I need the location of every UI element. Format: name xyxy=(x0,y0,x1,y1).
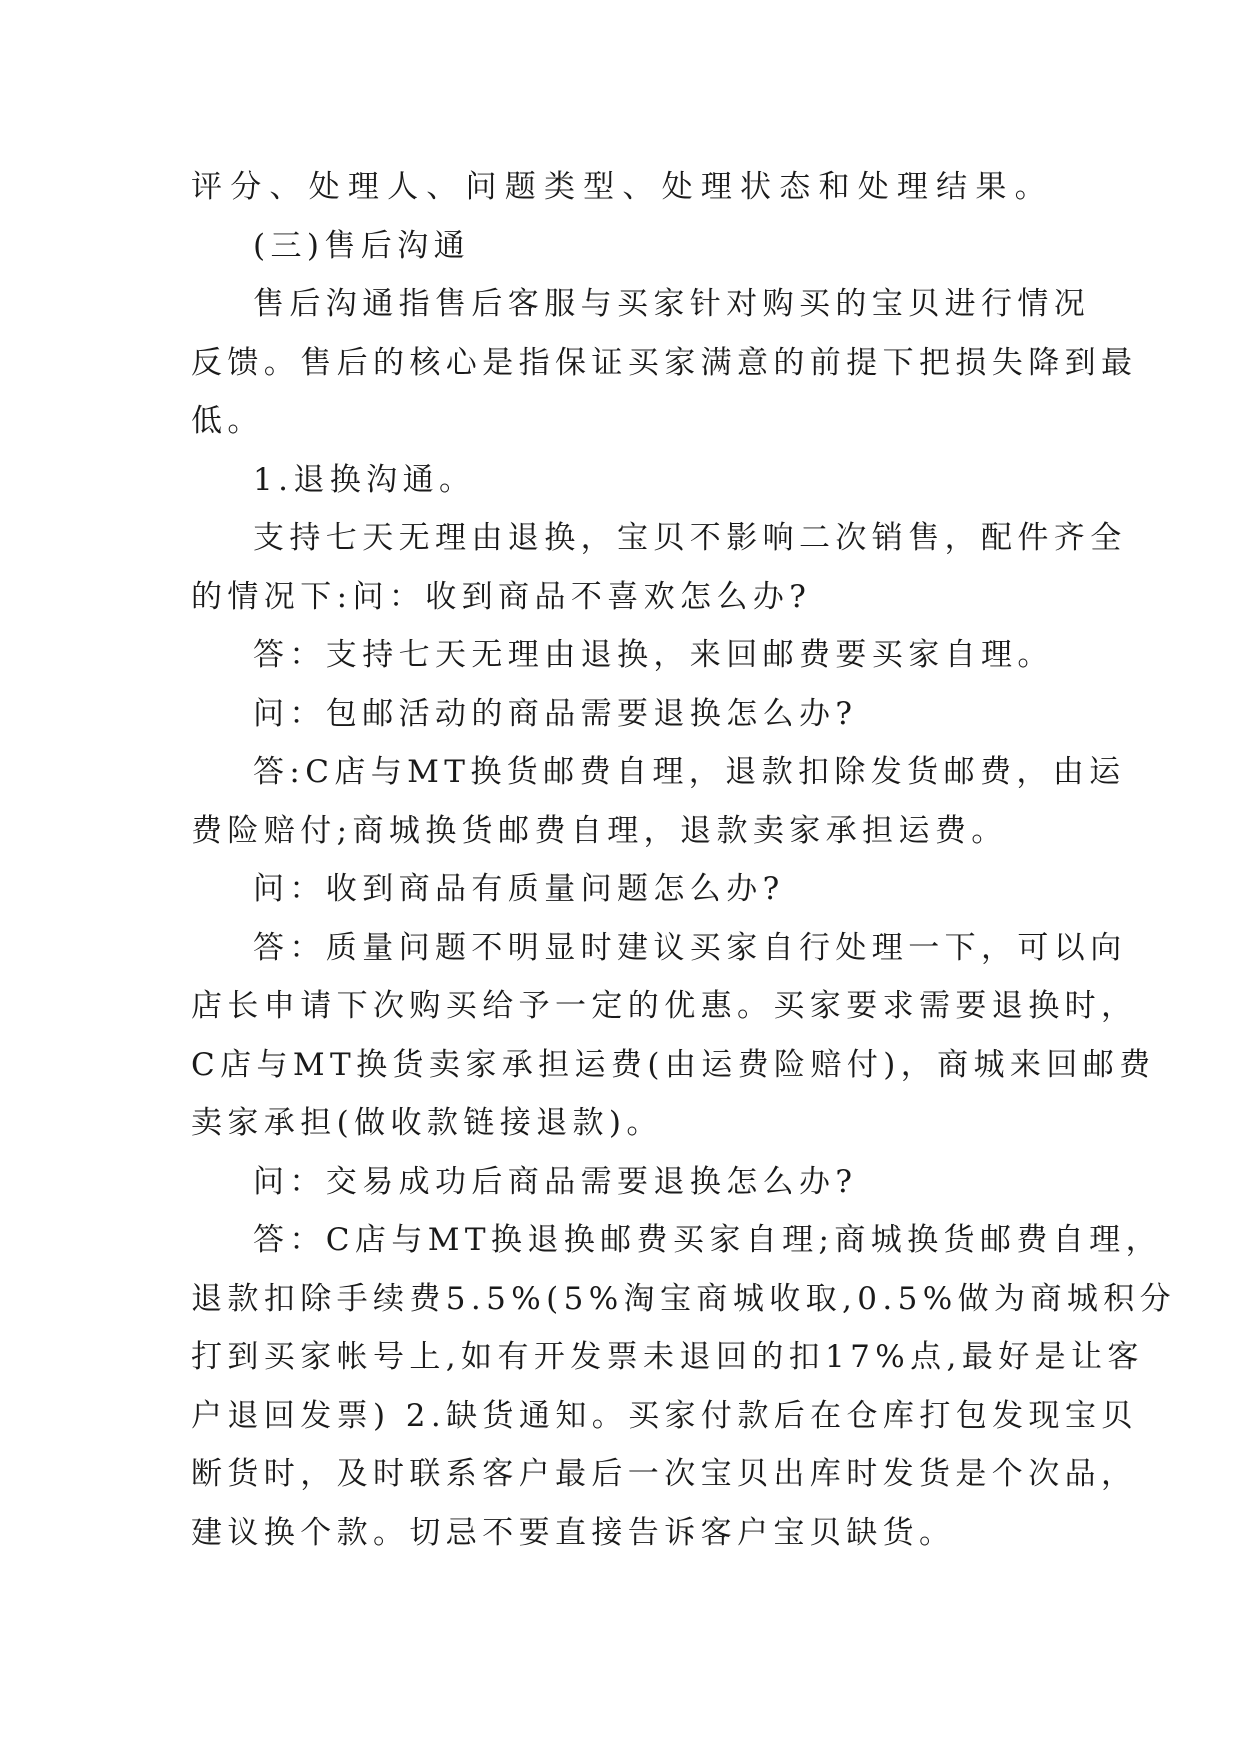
paragraph-line: 售后沟通指售后客服与买家针对购买的宝贝进行情况 xyxy=(253,286,1091,322)
answer-line: 答：C店与MT换退换邮费买家自理;商城换货邮费自理， xyxy=(253,1222,1162,1258)
paragraph-line: 断货时，及时联系客户最后一次宝贝出库时发货是个次品， xyxy=(191,1456,1138,1492)
answer-line: 卖家承担(做收款链接退款)。 xyxy=(191,1105,663,1141)
section-heading: (三)售后沟通 xyxy=(253,227,470,264)
paragraph-line: 建议换个款。切忌不要直接告诉客户宝贝缺货。 xyxy=(191,1514,956,1551)
document-body xyxy=(191,158,1177,1562)
answer-line: 答：质量问题不明显时建议买家自行处理一下，可以向 xyxy=(253,929,1127,966)
paragraph-line: 反馈。售后的核心是指保证买家满意的前提下把损失降到最 xyxy=(191,344,1138,381)
question-line: 问：收到商品有质量问题怎么办? xyxy=(253,871,785,907)
paragraph-line: 户退回发票) 2.缺货通知。买家付款后在仓库打包发现宝贝 xyxy=(191,1397,1138,1434)
answer-line: 费险赔付;商城换货邮费自理，退款卖家承担运费。 xyxy=(191,812,1008,849)
question-line: 问：包邮活动的商品需要退换怎么办? xyxy=(253,695,858,732)
answer-line: C店与MT换货卖家承担运费(由运费险赔付)，商城来回邮费 xyxy=(191,1046,1156,1083)
paragraph-line: 评分、处理人、问题类型、处理状态和处理结果。 xyxy=(191,169,1051,205)
paragraph-line: 的情况下:问：收到商品不喜欢怎么办? xyxy=(191,578,812,615)
paragraph-line: 支持七天无理由退换，宝贝不影响二次销售，配件齐全 xyxy=(253,520,1127,556)
answer-line: 打到买家帐号上,如有开发票未退回的扣17%点,最好是让客 xyxy=(191,1339,1144,1375)
question-line: 问：交易成功后商品需要退换怎么办? xyxy=(253,1163,858,1200)
answer-line: 店长申请下次购买给予一定的优惠。买家要求需要退换时， xyxy=(191,988,1138,1024)
paragraph-line: 低。 xyxy=(191,403,264,439)
subsection-heading: 1.退换沟通。 xyxy=(253,461,476,498)
answer-line: 答：支持七天无理由退换，来回邮费要买家自理。 xyxy=(253,637,1054,673)
answer-line: 答:C店与MT换货邮费自理，退款扣除发货邮费，由运 xyxy=(253,754,1126,790)
answer-line: 退款扣除手续费5.5%(5%淘宝商城收取,0.5%做为商城积分 xyxy=(191,1280,1177,1317)
